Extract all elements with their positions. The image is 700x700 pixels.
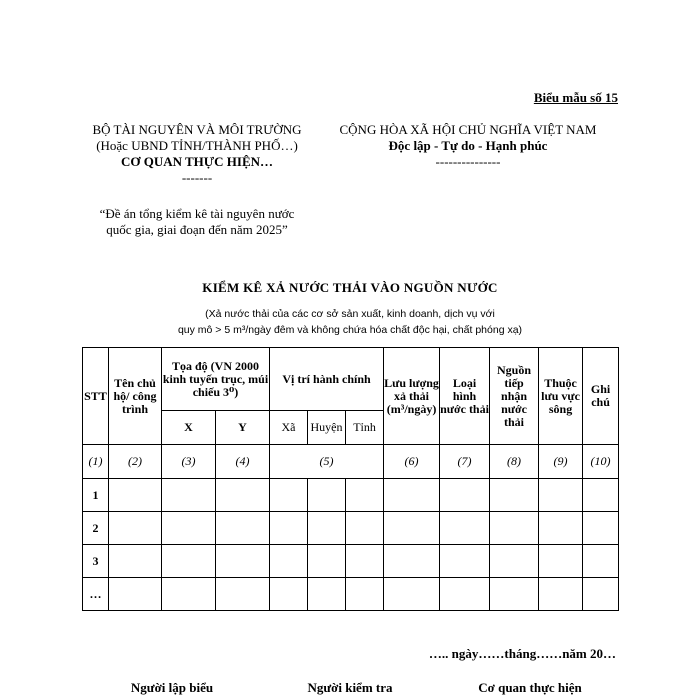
column-index: (1) [83, 445, 109, 479]
column-index: (7) [440, 445, 490, 479]
column-index: (3) [162, 445, 216, 479]
alternative-authority: (Hoặc UBND TỈNH/THÀNH PHỐ…) [96, 138, 298, 153]
form-number: Biểu mẫu số 15 [533, 90, 618, 105]
column-index: (4) [216, 445, 270, 479]
header-flow: Lưu lượng xả thải (m³/ngày) [384, 348, 440, 445]
column-index: (5) [270, 445, 384, 479]
table-row [83, 512, 619, 545]
country-name: CỘNG HÒA XÃ HỘI CHỦ NGHĨA VIỆT NAM [339, 122, 597, 137]
header-coordinates: Tọa độ (VN 2000 kinh tuyến trục, múi chiếu 3⁰) [162, 348, 270, 411]
column-index-row [83, 445, 619, 479]
row-number: 2 [83, 512, 109, 545]
header-y: Y [216, 411, 270, 445]
subtitle-line-2: quy mô > 5 m³/ngày đêm và không chứa hóa chất độc hại, chất phóng xạ) [177, 324, 523, 336]
subtitle-line-1: (Xả nước thải của các cơ sở sản xuất, kinh doanh, dịch vụ với [205, 308, 495, 320]
table-row [83, 545, 619, 578]
issuing-authority-block [62, 122, 332, 186]
header-wastewater-type: Loại hình nước thải [440, 348, 490, 445]
signature-agency: Cơ quan thực hiện [478, 680, 582, 695]
row-number: 3 [83, 545, 109, 578]
signature-checker: Người kiểm tra [307, 680, 393, 695]
column-index: (2) [109, 445, 162, 479]
ministry-name: BỘ TÀI NGUYÊN VÀ MÔI TRƯỜNG [92, 122, 302, 137]
header-commune: Xã [270, 411, 308, 445]
national-header-block [318, 122, 618, 170]
header-basin: Thuộc lưu vực sông [539, 348, 583, 445]
header-stt: STT [83, 348, 109, 445]
document-title: KIỂM KÊ XẢ NƯỚC THẢI VÀO NGUỒN NƯỚC [202, 280, 498, 295]
header-province: Tỉnh [346, 411, 384, 445]
column-index: (10) [583, 445, 619, 479]
row-number: 1 [83, 479, 109, 512]
header-x: X [162, 411, 216, 445]
column-index: (8) [490, 445, 539, 479]
header-owner: Tên chủ hộ/ công trình [109, 348, 162, 445]
header-admin-location: Vị trí hành chính [270, 348, 384, 411]
date-line: ….. ngày……tháng……năm 20… [428, 646, 616, 661]
column-index: (6) [384, 445, 440, 479]
row-number: … [83, 578, 109, 611]
column-index: (9) [539, 445, 583, 479]
header-divider-left: ------- [181, 170, 213, 185]
table-header-row [83, 348, 619, 411]
project-name [62, 206, 332, 238]
signature-preparer: Người lập biểu [130, 680, 214, 695]
project-name-line-1: “Đề án tổng kiểm kê tài nguyên nước [99, 206, 295, 221]
document-subtitle [0, 306, 700, 338]
header-note: Ghi chú [583, 348, 619, 445]
header-district: Huyện [308, 411, 346, 445]
national-motto: Độc lập - Tự do - Hạnh phúc [388, 138, 548, 153]
executing-agency: CƠ QUAN THỰC HIỆN… [120, 154, 274, 169]
header-receiving-source: Nguồn tiếp nhận nước thải [490, 348, 539, 445]
inventory-table [82, 347, 619, 611]
table-row [83, 578, 619, 611]
project-name-line-2: quốc gia, giai đoạn đến năm 2025” [106, 222, 288, 237]
table-row [83, 479, 619, 512]
header-divider-right: --------------- [435, 154, 501, 169]
